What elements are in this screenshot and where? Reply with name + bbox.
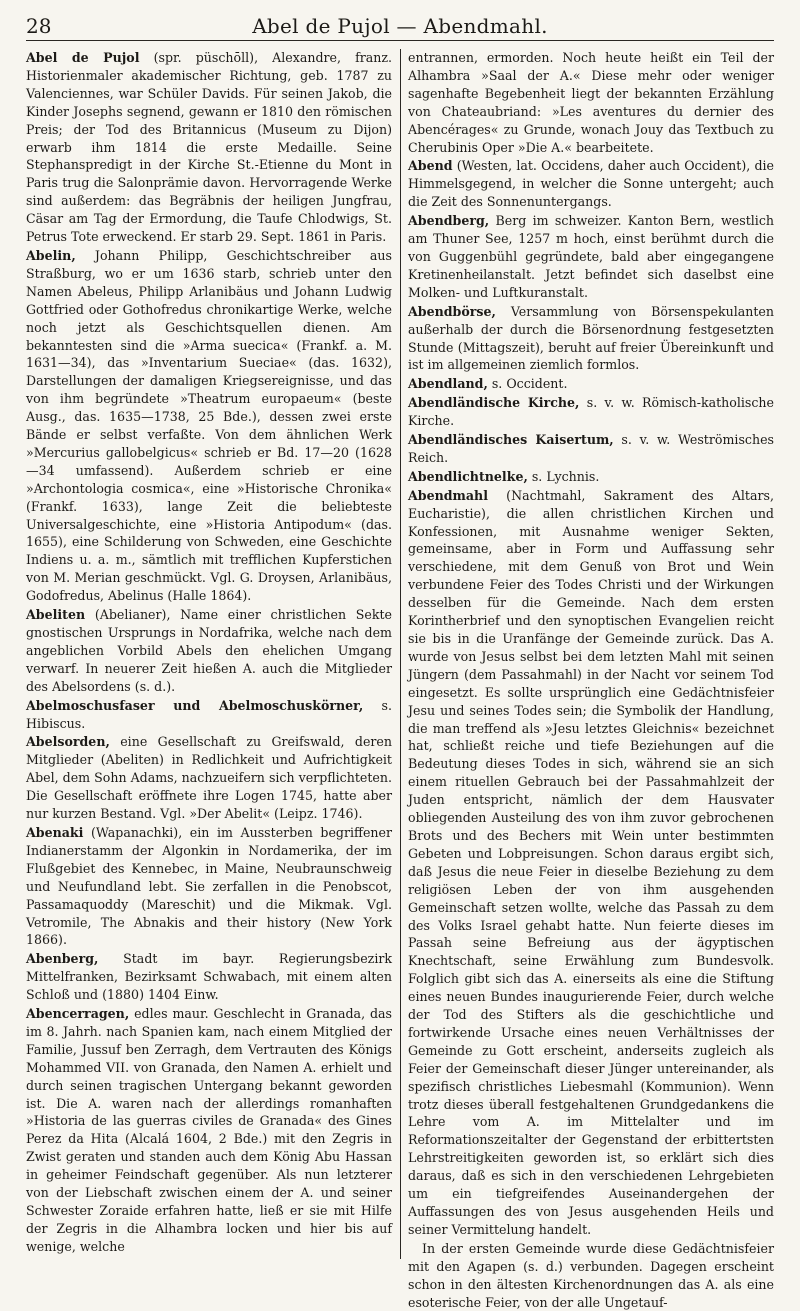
dictionary-entry: [408, 212, 774, 302]
dictionary-entry: [26, 606, 392, 696]
dictionary-entry: [26, 247, 392, 605]
entry-headword: Abendmahl: [408, 487, 488, 503]
entry-headword: Abendlichtnelke,: [408, 468, 528, 484]
entry-headword: Abendländisches Kaisertum,: [408, 432, 614, 448]
dictionary-entry: [26, 733, 392, 823]
dictionary-entry: [408, 487, 774, 1239]
dictionary-entry: [408, 303, 774, 375]
entry-headword: Abeliten: [26, 607, 86, 623]
entry-headword: Abelmoschusfaser und Abelmoschuskörner,: [26, 697, 364, 713]
running-title: Abel de Pujol — Abendmahl.: [252, 14, 548, 38]
entry-text: Versammlung von Börsenspekulanten außerhalb der durch die Börsenordnung festgesetzten Stunde (Mittagszeit), beruht auf freier Übereinkunft und ist im allgemeinen ziemlich formlos.: [408, 303, 774, 373]
entry-text: Stadt im bayr. Regierungsbezirk Mittelfranken, Bezirksamt Schwabach, mit einem alten Schloß und (1880) 1404 Einw.: [26, 951, 392, 1003]
entry-headword: Abendländische Kirche,: [408, 395, 580, 411]
entry-headword: Abel de Pujol: [26, 50, 140, 65]
dictionary-entry: [408, 468, 774, 486]
entry-headword: Abend: [408, 158, 453, 174]
entry-text: entrannen, ermorden. Noch heute heißt ein Teil der Alhambra »Saal der A.« Diese mehr oder weniger sagenhafte Begebenheit liegt der bekannten Erzählung von Chateaubriand: »Les aventures du dernier des Abencérages« zu Grunde, wonach Jouy das Textbuch zu Cherubinis Oper »Die A.« bearbeitete.: [408, 50, 774, 155]
dictionary-entry: [408, 157, 774, 211]
column-divider: [400, 49, 401, 1259]
entry-headword: Abenberg,: [26, 951, 99, 967]
dictionary-entry: [408, 431, 774, 467]
left-column: [26, 49, 392, 1259]
entry-text: eine Gesellschaft zu Greifswald, deren Mitglieder (Abeliten) in Redlichkeit und Aufrichtigkeit Abel, dem Sohn Adams, nachzueifern sich verpflichteten. Die Gesellschaft eröffnete ihre Logen 1745, hatte aber nur kurzen Bestand. Vgl. »Der Abelit« (Leipz. 1746).: [26, 734, 392, 822]
dictionary-entry: [26, 824, 392, 949]
dictionary-entry: [26, 697, 392, 733]
right-column: [408, 49, 775, 1310]
entry-text: (spr. püschōll), Alexandre, franz. Historienmaler akademischer Richtung, geb. 1787 zu Valenciennes, war Schüler Davids. Für seinen Jakob, die Kinder Josephs segnend, gewann er 1810 den römischen Preis; der Tod des Britannicus (Museum zu Dijon) erwarb ihm 1814 die erste Medaille. Seine Stephanspredigt in der Kirche St.-Etienne du Mont in Paris trug die Salonprämie davon. Hervorragende Werke sind außerdem: das Begräbnis der heiligen Jungfrau, Cäsar am Tag der Ermordung, die Taufe Chlodwigs, St. Petrus Tote erweckend. Er starb 29. Sept. 1861 in Paris.: [26, 50, 393, 245]
dictionary-entry: [26, 950, 392, 1004]
entry-text: Berg im schweizer. Kanton Bern, westlich am Thuner See, 1257 m hoch, einst berühmt durch die von Guggenbühl gegründete, bald aber eingegangene Kretinenheilanstalt. Jetzt befindet sich daselbst eine Molken- und Luftkuranstalt.: [408, 213, 774, 300]
entry-text: s. Hibiscus.: [26, 697, 392, 731]
entry-text: (Wapanachki), ein im Aussterben begriffener Indianerstamm der Algonkin in Nordamerika, der im Flußgebiet des Kennebec, in Maine, Neubraunschweig und Neufundland lebt. Sie zerfallen in die Penobscot, Passamaquoddy (Mareschit) und die Mikmak. Vgl. Vetromile, The Abnakis and their history (New York 1866).: [26, 824, 392, 948]
dictionary-entry: [408, 49, 774, 156]
page-header: [26, 14, 774, 41]
entry-text: Johann Philipp, Geschichtschreiber aus Straßburg, wo er um 1636 starb, schrieb unter den Namen Abeleus, Philipp Arlanibäus und Johann Ludwig Gottfried oder Gothofredus chronikartige Werke, welche noch jetzt als Geschichtsquellen dienen. Am bekanntesten sind die »Arma suecica« (Frankf. a. M. 1631—34), das »Inventarium Sueciae« (das. 1632), Darstellungen der damaligen Kriegsereignisse, und das von ihm begründete »Theatrum europaeum« (beste Ausg., das. 1635—1738, 25 Bde.), dessen zwei erste Bände er selbst verfaßte. Von dem ähnlichen Werk »Mercurius gallobelgicus« schrieb er Bd. 17—20 (1628—34 umfassend). Außerdem schrieb er eine »Archontologia cosmica«, eine »Historische Chronika« (Frankf. 1633), lange Zeit die beliebteste Universalgeschichte, eine »Historia Antipodum« (das. 1655), eine Schilderung von Schweden, eine Geschichte Indiens u. a. m., sämtlich mit trefflichen Kupferstichen von M. Merian geschmückt. Vgl. G. Droysen, Arlanibäus, Godofredus, Abelinus (Halle 1864).: [26, 247, 392, 604]
dictionary-entry: [26, 49, 392, 246]
entry-text: (Abelianer), Name einer christlichen Sekte gnostischen Ursprungs in Nordafrika, welche nach dem angeblichen Vorbild Abels den ehelichen Umgang verwarf. In neuerer Zeit hießen A. auch die Mitglieder des Abelsordens (s. d.).: [26, 607, 392, 694]
entry-headword: Abenaki: [26, 824, 84, 840]
entry-text: (Westen, lat. Occidens, daher auch Occident), die Himmelsgegend, in welcher die Sonne untergeht; auch die Zeit des Sonnenuntergangs.: [408, 158, 774, 210]
entry-headword: Abendberg,: [408, 213, 490, 229]
entry-text: edles maur. Geschlecht in Granada, das im 8. Jahrh. nach Spanien kam, nach einem Mitglied der Familie, Jussuf ben Zerragh, dem Vertrauten des Königs Mohammed VII. von Granada, den Namen A. erhielt und durch seinen tragischen Untergang bekannt geworden ist. Die A. waren nach der allerdings romanhaften »Historia de las guerras civiles de Granada« des Gines Perez da Hita (Alcalá 1604, 2 Bde.) mit den Zegris in Zwist geraten und standen auch dem König Abu Hassan in geheimer Feindschaft gegenüber. Als nun letzterer von der Liebschaft zwischen einem der A. und seiner Schwester Zoraide erfahren hatte, ließ er sie mit Hilfe der Zegris in die Alhambra locken und hier bis auf wenige, welche: [26, 1006, 392, 1254]
entry-headword: Abelsorden,: [26, 734, 110, 750]
entry-headword: Abelin,: [26, 247, 76, 263]
entry-headword: Abendland,: [408, 376, 488, 392]
entry-text: s. v. w. Römisch-katholische Kirche.: [408, 395, 775, 429]
dictionary-entry: [408, 1240, 774, 1311]
entry-text: In der ersten Gemeinde wurde diese Gedächtnisfeier mit den Agapen (s. d.) verbunden. Dagegen erscheint schon in den ältesten Kirchenordnungen das A. als eine esoterische Feier, von der alle Ungetauf-: [408, 1240, 774, 1310]
dictionary-entry: [26, 1005, 392, 1256]
columns: [26, 49, 775, 1310]
entry-headword: Abencerragen,: [26, 1006, 130, 1022]
entry-text: s. Occident.: [487, 376, 568, 392]
dictionary-entry: [408, 375, 774, 393]
entry-text: s. v. w. Weströmisches Reich.: [408, 432, 774, 465]
entry-headword: Abendbörse,: [408, 303, 496, 319]
entry-text: (Nachtmahl, Sakrament des Altars, Eucharistie), die allen christlichen Kirchen und Konfessionen, mit Ausnahme weniger Sekten, gemeinsame, aber in Form und Auffassung sehr verschiedene, mit dem Genuß von Brot und Wein verbundene Feier des Todes Christi und der Wirkungen desselben für die Gemeinde. Nach dem ersten Korintherbrief und den synoptischen Evangelien reicht sie bis in die Uranfänge der Gemeinde zurück. Das A. wurde von Jesus selbst bei dem letzten Mahl mit seinen Jüngern (dem Passahmahl) in der Nacht vor seinem Tod eingesetzt. Es sollte ursprünglich eine Gedächtnisfeier Jesu und seines Todes sein; die Symbolik der Handlung, die man treffend als »Jesu letztes Gleichnis« bezeichnet hat, schließt reiche und tiefe Beziehungen auf die Bedeutung dieses Todes in sich, während sie an sich einem rituellen Gebrauch bei der Passahmahlzeit der Juden entspricht, nämlich der dem Hausvater obliegenden Austeilung des von ihm zuvor gebrochenen Brots und des Bechers mit Wein unter bestimmten Gebeten und Lobpreisungen. Schon daraus ergibt sich, daß Jesus die neue Feier in dieselbe Beziehung zu dem religiösen Leben der von ihm ausgehenden Gemeinschaft setzen wollte, welche das Passah zu dem des Volks Israel gehabt hatte. Nun feierte dieses im Passah seine Befreiung aus der ägyptischen Knechtschaft, seine Erwählung zum Bundesvolk. Folglich gibt sich das A. einerseits als eine die Stiftung eines neuen Bundes inaugurierende Feier, durch welche der Tod des Stifters als die geschichtliche und fortwirkende Ursache eines neuen Verhältnisses der Gemeinde zu Gott erscheint, anderseits zugleich als Feier der Gemeinschaft dieser Jünger untereinander, als spezifisch christliches Liebesmahl (Kommunion). Wenn trotz dieses überall festgehaltenen Grundgedankens die Lehre vom A. im Mittelalter und im Reformationszeitalter der Gegenstand der erbittertsten Lehrstreitigkeiten geworden ist, so erklärt sich dies daraus, daß es sich in den verschiedenen Lehrgebieten um ein tiefgreifendes Auseinandergehen der Auffassungen des von Jesus ausgehenden Heils und seiner Vermittelung handelt.: [408, 487, 774, 1237]
entry-text: s. Lychnis.: [527, 468, 600, 484]
page-number: 28: [26, 14, 52, 38]
dictionary-entry: [408, 394, 774, 430]
